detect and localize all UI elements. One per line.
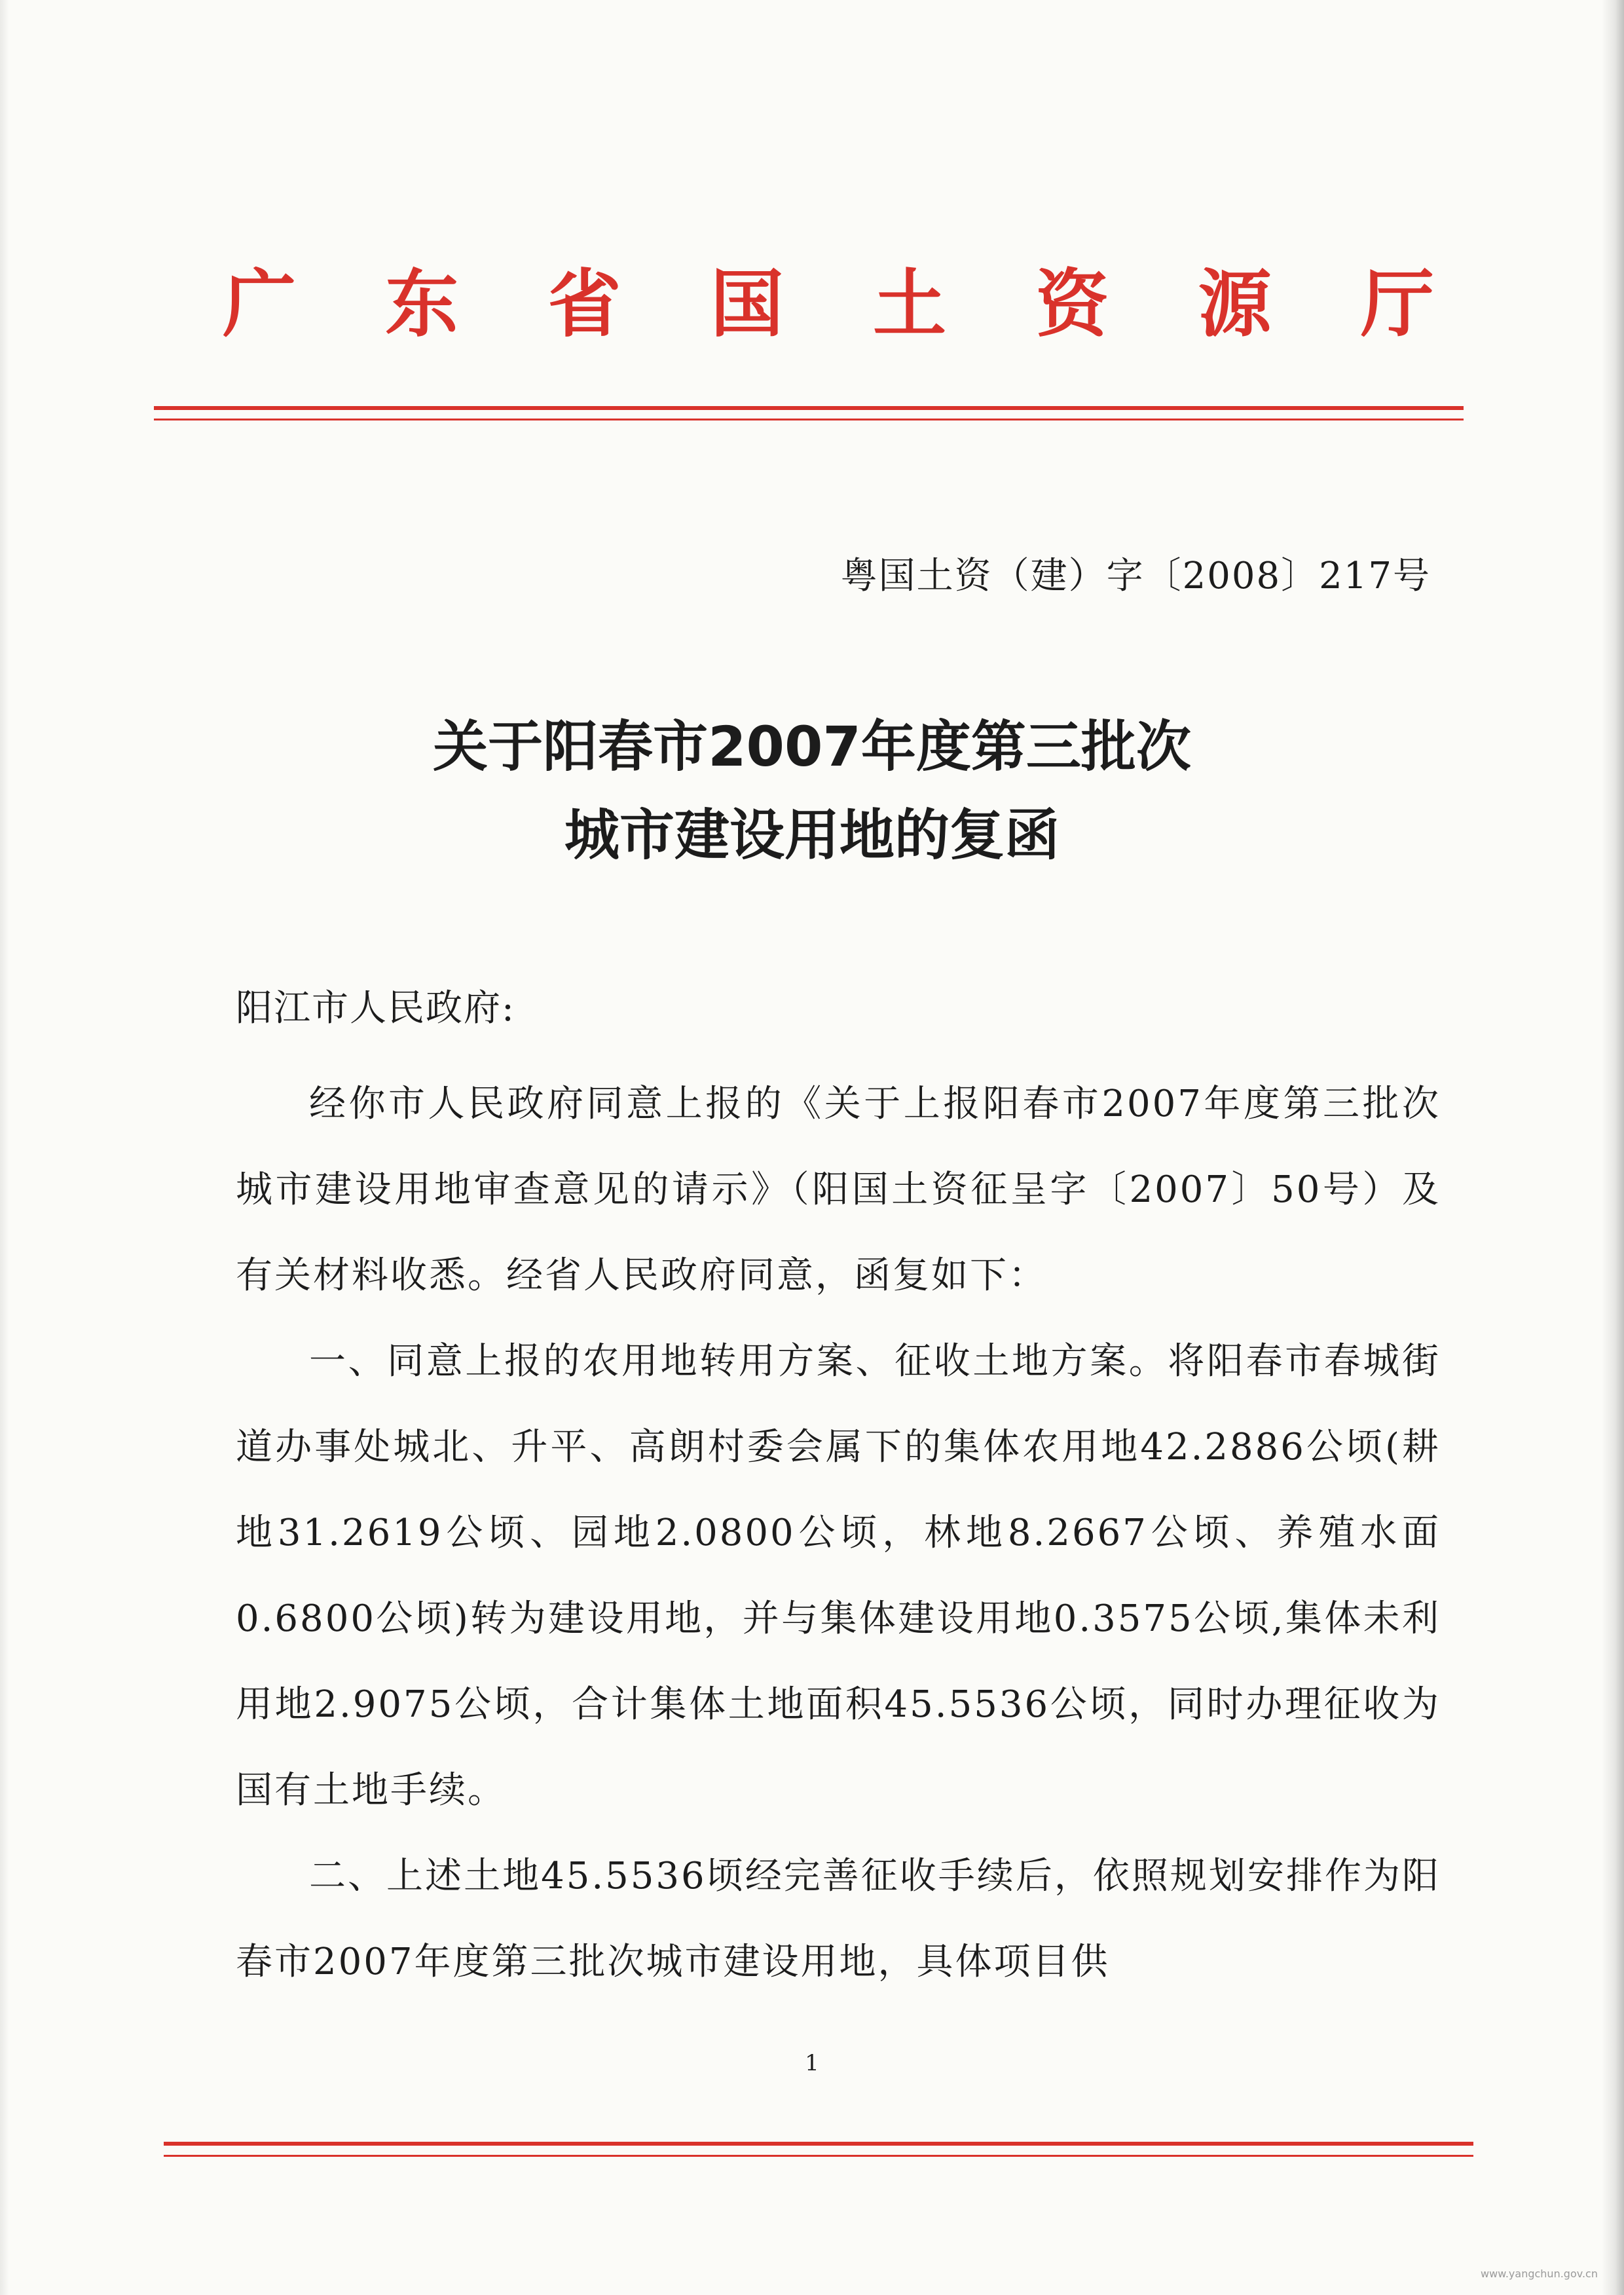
page-number: 1	[805, 2050, 819, 2076]
letter-body	[236, 1061, 1441, 2005]
footer-rule-thin	[164, 2155, 1473, 2157]
letterhead-char: 资	[1035, 262, 1109, 347]
letterhead-char: 国	[710, 262, 784, 347]
scan-shadow-left	[0, 0, 9, 2295]
letterhead-char: 东	[385, 262, 459, 347]
letterhead-char: 广	[223, 262, 296, 347]
letterhead-char: 土	[873, 262, 947, 347]
body-paragraph: 二、上述土地45.5536顷经完善征收手续后，依照规划安排作为阳春市2007年度第三批次城市建设用地，具体项目供	[236, 1855, 1441, 1983]
body-paragraph: 一、同意上报的农用地转用方案、征收土地方案。将阳春市春城街道办事处城北、升平、高朗村委会属下的集体农用地42.2886公顷(耕地31.2619公顷、园地2.0800公顷，林地8.2667公顷、养殖水面0.6800公顷)转为建设用地，并与集体建设用地0.3575公顷,集体未利用地2.9075公顷，合计集体土地面积45.5536公顷，同时办理征收为国有土地手续。	[236, 1340, 1441, 1812]
scan-shadow-right	[1602, 0, 1624, 2295]
letterhead-char: 省	[547, 262, 621, 347]
addressee: 阳江市人民政府:	[236, 987, 515, 1030]
letterhead-char: 厅	[1360, 262, 1434, 347]
header-rule-thin	[154, 419, 1464, 420]
letterhead-char: 源	[1198, 262, 1272, 347]
header-rule-thick	[154, 406, 1464, 410]
document-title-line-2: 城市建设用地的复函	[564, 803, 1060, 867]
body-paragraph: 经你市人民政府同意上报的《关于上报阳春市2007年度第三批次城市建设用地审查意见的请示》（阳国土资征呈字〔2007〕50号）及有关材料收悉。经省人民政府同意，函复如下：	[236, 1083, 1441, 1297]
letterhead	[223, 259, 1434, 350]
footer-rule-thick	[164, 2142, 1473, 2146]
document-number: 粤国土资（建）字〔2008〕217号	[840, 555, 1431, 597]
site-watermark: www.yangchun.gov.cn	[1481, 2267, 1598, 2280]
document-title-line-1: 关于阳春市2007年度第三批次	[433, 715, 1191, 779]
